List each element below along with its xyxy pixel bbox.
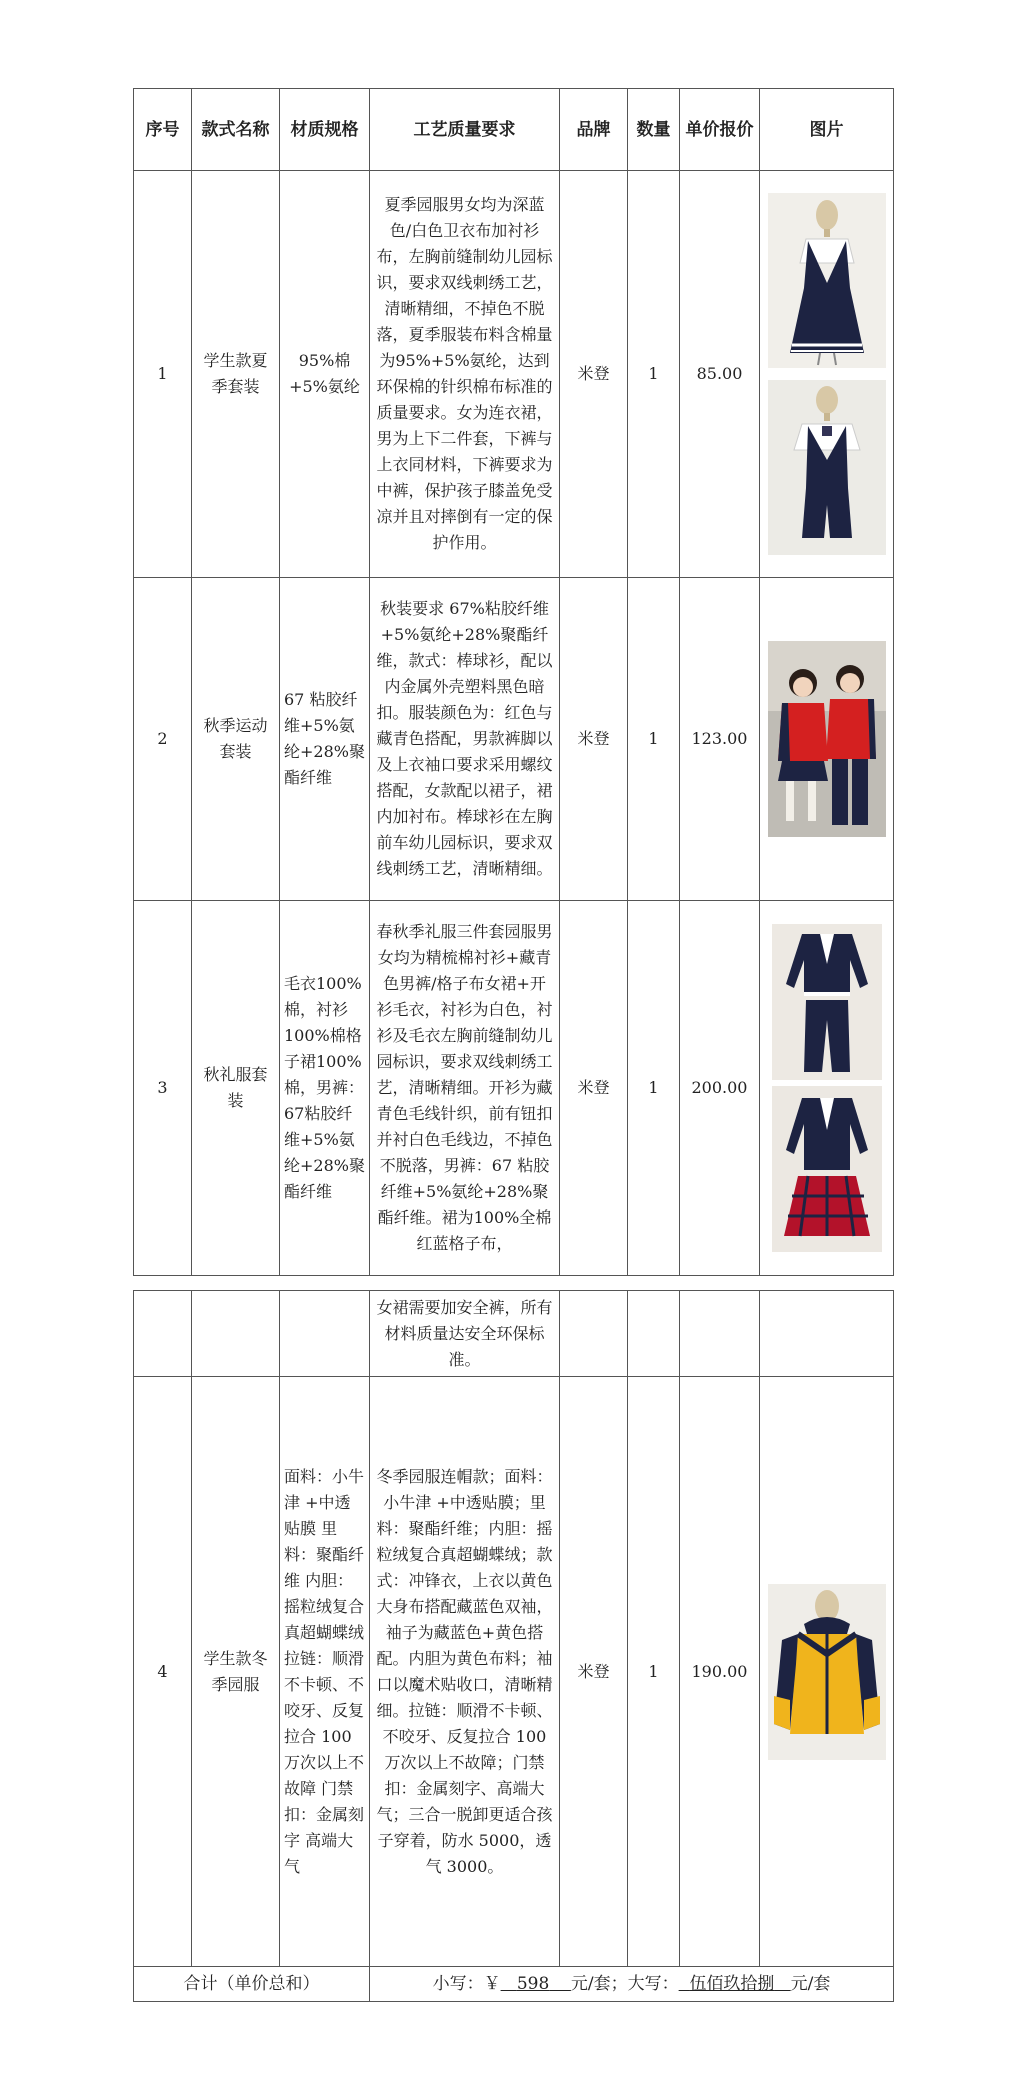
header-index: 序号 (134, 89, 192, 171)
header-brand: 品牌 (560, 89, 628, 171)
table-header-row (134, 89, 894, 171)
header-requirements: 工艺质量要求 (370, 89, 560, 171)
total-label: 合计（单价总和） (134, 1967, 370, 2002)
row-quantity: 1 (628, 171, 680, 578)
table-row (134, 901, 894, 1276)
row-requirements-continued: 女裙需要加安全裤，所有材料质量达安全环保标准。 (370, 1291, 560, 1377)
row-picture-cell (760, 171, 894, 578)
row-requirements: 冬季园服连帽款；面料：小牛津 +中透贴膜；里料：聚酯纤维；内胆：摇粒绒复合真超蝴蝶绒；款式：冲锋衣，上衣以黄色大身布搭配藏蓝色双袖，袖子为藏蓝色+黄色搭配。内胆为黄色布料；袖口以魔术贴收口，清晰精细。拉链：顺滑不卡顿、不咬牙、反复拉合 100 万次以上不故障；门禁扣：金属刻字、高端大气；三合一脱卸更适合孩子穿着，防水 5000，透气 3000。 (370, 1377, 560, 1967)
header-material: 材质规格 (280, 89, 370, 171)
row-material: 面料：小牛津 +中透贴膜 里料：聚酯纤维 内胆：摇粒绒复合真超蝴蝶绒 拉链：顺滑不卡顿、不咬牙、反复拉合 100 万次以上不故障 门禁扣：金属刻字 高端大气 (280, 1377, 370, 1967)
row-brand: 米登 (560, 171, 628, 578)
row-unit-price: 85.00 (680, 171, 760, 578)
row-requirements: 春秋季礼服三件套园服男女均为精梳棉衬衫+藏青色男裤/格子布女裙+开衫毛衣，衬衫为白色，衬衫及毛衣左胸前缝制幼儿园标识，要求双线刺绣工艺，清晰精细。开衫为藏青色毛线针织，前有钮扣并衬白色毛线边，不掉色不脱落，男裤：67 粘胶纤维+5%氨纶+28%聚酯纤维。裙为100%全棉红蓝格子布， (370, 901, 560, 1276)
row-quantity: 1 (628, 578, 680, 901)
total-small-suffix: 元/套；大写： (570, 1974, 679, 1994)
row-quantity: 1 (628, 1377, 680, 1967)
row-brand: 米登 (560, 1377, 628, 1967)
header-quantity: 数量 (628, 89, 680, 171)
header-picture: 图片 (760, 89, 894, 171)
row-brand: 米登 (560, 578, 628, 901)
row-picture-cell (760, 901, 894, 1276)
row-unit-price: 200.00 (680, 901, 760, 1276)
product-table (133, 88, 894, 1276)
row-picture-cell (760, 578, 894, 901)
navy-cardigan-pants-photo-icon (772, 924, 882, 1080)
header-name: 款式名称 (192, 89, 280, 171)
product-table-continued (133, 1290, 894, 2002)
red-baseball-jacket-kids-photo-icon (768, 641, 886, 837)
navy-shorts-set-photo-icon (768, 380, 886, 555)
total-row (134, 1967, 894, 2002)
row-name: 秋礼服套装 (192, 901, 280, 1276)
navy-dress-photo-icon (768, 193, 886, 368)
row-material: 毛衣100%棉，衬衫100%棉格子裙100%棉，男裤：67粘胶纤维+5%氨纶+28%聚酯纤维 (280, 901, 370, 1276)
row-name: 秋季运动套装 (192, 578, 280, 901)
row-name: 学生款冬季园服 (192, 1377, 280, 1967)
row-index: 4 (134, 1377, 192, 1967)
row-material: 67 粘胶纤维+5%氨纶+28%聚酯纤维 (280, 578, 370, 901)
table-row (134, 578, 894, 901)
table-row (134, 1377, 894, 1967)
row-unit-price: 123.00 (680, 578, 760, 901)
total-small-prefix: 小写：￥ (432, 1974, 501, 1994)
total-value-cell (370, 1967, 894, 2002)
row-index: 3 (134, 901, 192, 1276)
row-picture-cell (760, 1377, 894, 1967)
row-requirements: 秋装要求 67%粘胶纤维+5%氨纶+28%聚酯纤维，款式：棒球衫，配以内金属外壳塑料黑色暗扣。服装颜色为：红色与藏青色搭配，男款裤脚以及上衣袖口要求采用螺纹搭配，女款配以裙子，裙内加衬布。棒球衫在左胸前车幼儿园标识，要求双线刺绣工艺，清晰精细。 (370, 578, 560, 901)
header-unit-price: 单价报价 (680, 89, 760, 171)
row-index: 2 (134, 578, 192, 901)
total-big-suffix: 元/套 (790, 1974, 831, 1994)
table-row-continuation (134, 1291, 894, 1377)
table-row (134, 171, 894, 578)
row-brand: 米登 (560, 901, 628, 1276)
row-index: 1 (134, 171, 192, 578)
total-small-value: 598 (516, 1974, 550, 1994)
row-name: 学生款夏季套装 (192, 171, 280, 578)
row-quantity: 1 (628, 901, 680, 1276)
yellow-navy-winter-jacket-photo-icon (768, 1584, 886, 1760)
row-material: 95%棉+5%氨纶 (280, 171, 370, 578)
navy-cardigan-plaid-skirt-photo-icon (772, 1086, 882, 1252)
row-requirements: 夏季园服男女均为深蓝色/白色卫衣布加衬衫布，左胸前缝制幼儿园标识，要求双线刺绣工艺，清晰精细，不掉色不脱落，夏季服装布料含棉量为95%+5%氨纶，达到环保棉的针织棉布标准的质量要求。女为连衣裙，男为上下二件套，下裤与上衣同材料，下裤要求为中裤，保护孩子膝盖免受凉并且对摔倒有一定的保护作用。 (370, 171, 560, 578)
row-unit-price: 190.00 (680, 1377, 760, 1967)
total-big-value: 伍佰玖拾捌 (689, 1974, 775, 1994)
